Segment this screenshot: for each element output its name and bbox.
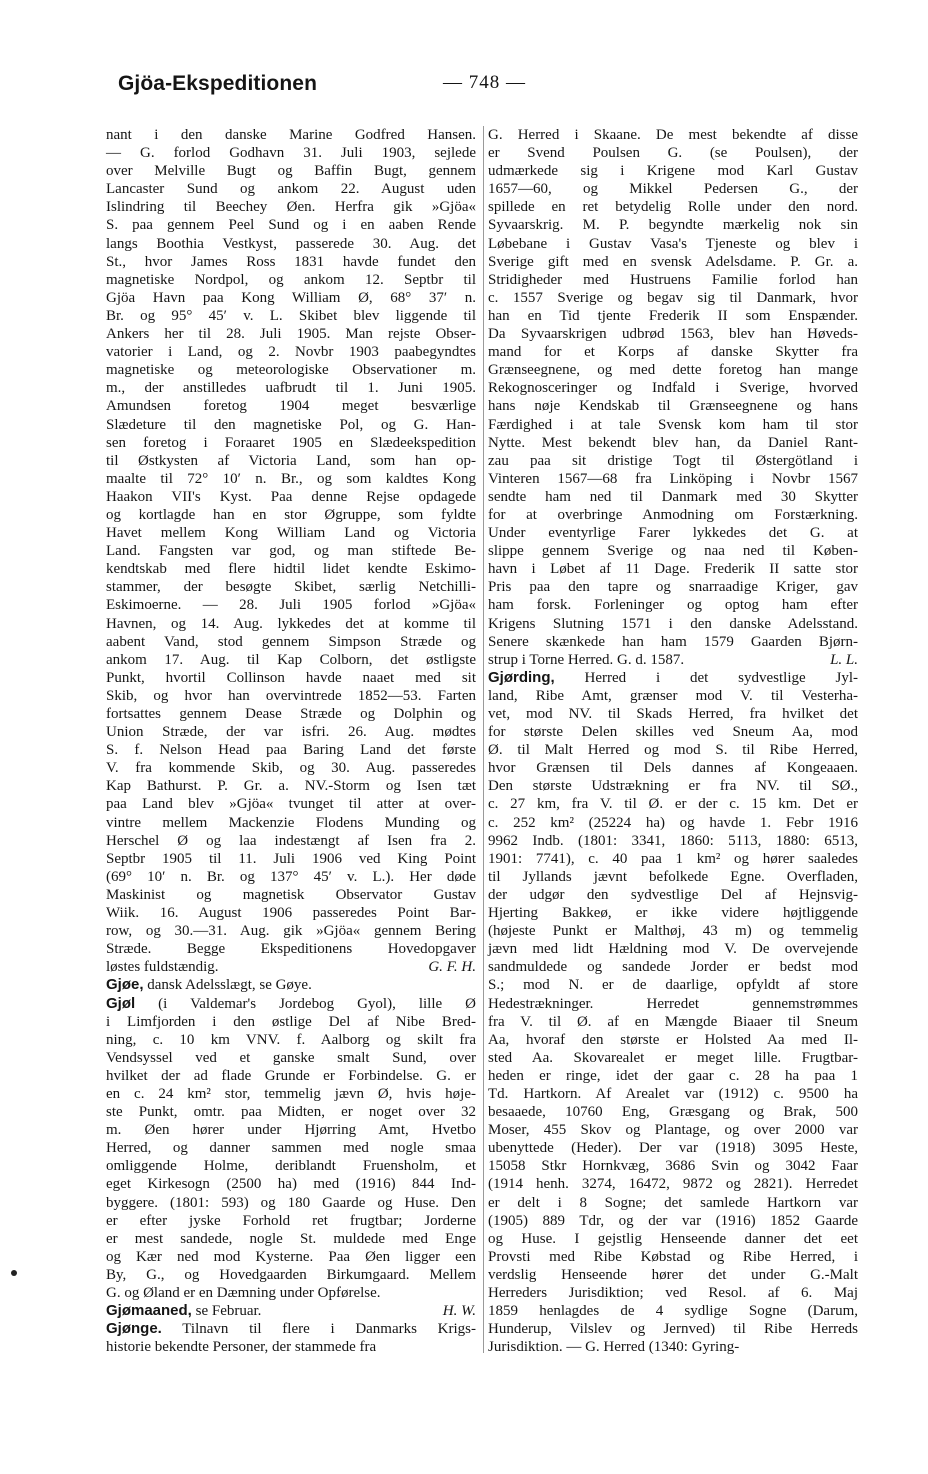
text-line: Rekognosceringer og Indfald i Sverige, hvorved — [488, 380, 858, 397]
text-line: Stridigheder med Hustruens Familie forlod han — [488, 271, 858, 288]
text-line: 15058 Stkr Hornkvæg, 3686 Svin og 3042 Faar — [488, 1158, 858, 1175]
text-line: Gjømaaned, se Februar. H. W. — [106, 1302, 476, 1320]
text-line: for største Delen skilles ved Sneum Aa, mod — [488, 724, 858, 741]
text-line: G. Herred i Skaane. De mest bekendte af disse — [488, 127, 858, 143]
text-line: 9962 Indb. (1801: 3341, 1860: 5113, 1880: 6513, — [488, 832, 858, 849]
text-line: hvor Grænsen til Dels dannes af Kongeaaen. — [488, 760, 858, 777]
entry-headword: Gjønge. — [106, 1320, 162, 1338]
text-line: Lancaster Sund og ankom 22. August uden — [106, 181, 476, 198]
text-line: Islindring til Beechey Øen. Herfra gik »Gjöa« — [106, 199, 476, 216]
text-line: fortsattes gennem Dease Stræde og Dolphin og — [106, 706, 476, 722]
text-line: sen foretog i Foraaret 1905 en Slædeekspedition — [106, 434, 476, 451]
text-line: ankom 17. Aug. til Kap Colborn, det østligste — [106, 651, 476, 668]
text-line: byggere. (1801: 593) og 180 Gaarde og Huse. Den — [106, 1194, 476, 1211]
text-line: er mest sandede, nogle St. muldede med Enge — [106, 1230, 476, 1247]
text-line: V. fra kommende Skib, og 30. Aug. passeredes — [106, 760, 476, 777]
text-line: m. Øen hører under Hjørring Amt, Hvetbo — [106, 1122, 476, 1139]
text-line: 1657—60, og Mikkel Pedersen G., der — [488, 181, 858, 198]
text-line: Ankers her til 28. Juli 1905. Man rejste Obser- — [106, 326, 476, 343]
text-line: historie bekendte Personer, der stammede fra — [106, 1339, 377, 1356]
text-line: Gjøl (i Valdemar's Jordebog Gyol), lille Ø — [106, 994, 476, 1012]
text-line: Td. Hartkorn. Af Arealet var (1912) c. 9500 ha — [488, 1085, 858, 1102]
text-line: magnetiske Nordpol, og ankom 12. Septbr til — [106, 271, 476, 288]
text-line: løstes fuldstændig. G. F. H. — [106, 959, 476, 976]
text-line: ning, c. 10 km VNV. f. Aalborg og skilt fra — [106, 1031, 476, 1048]
text-line: c. 27 km, fra V. til Ø. er der c. 15 km. Det er — [488, 796, 858, 813]
text-line: omliggende Holme, deriblandt Fruensholm, et — [106, 1158, 476, 1175]
text-line: han en Tid tjente Frederik II som Enspænder. — [488, 307, 858, 324]
text-line: Løbebane i Gustav Vasa's Tjeneste og blev i — [488, 235, 858, 252]
text-line: Maskinist og magnetisk Observator Gustav — [106, 886, 476, 903]
text-line: og Kær ned mod Kysterne. Paa Øen ligger een — [106, 1248, 476, 1265]
text-line: c. 252 km² (25224 ha) og havde 1. Febr 1916 — [488, 814, 858, 831]
text-line: — G. forlod Godhavn 31. Juli 1903, sejlede — [106, 145, 476, 162]
text-line: for at overbringe Anmodning om Forstærkning. — [488, 506, 858, 523]
text-line: ubenyttede (Heder). Der var (1918) 3095 Heste, — [488, 1140, 858, 1157]
text-line: over Melville Bugt og Baffin Bugt, gennem — [106, 163, 476, 180]
text-line: er efter jyske Forhold ret frugtbar; Jorderne — [106, 1212, 476, 1229]
text-line: og kortlagde han en stor Øgruppe, som fyldte — [106, 506, 476, 523]
text-line: sted Aa. Skovarealet er meget lille. Frugtbar- — [488, 1049, 858, 1066]
text-line: Sverige gift med en svensk Adelsdame. P. Gr. a. — [488, 253, 858, 270]
text-line: der udgør den sydvestlige Del af Hejnsvig- — [488, 886, 858, 903]
text-line: Hjerting Bakkeø, er ikke videre højtliggende — [488, 905, 858, 922]
text-line: Hedestrækninger. Herredet gennemstrømmes — [488, 995, 858, 1012]
text-line: strup i Torne Herred. G. d. 1587. L. L. — [488, 651, 858, 668]
text-line: Haakon VII's Kyst. Paa denne Rejse opdagede — [106, 488, 476, 505]
page-number: — 748 — — [443, 72, 526, 93]
entry-headword: Gjørding, — [488, 668, 555, 686]
text-line: Krigens Slutning 1571 i den danske Adelsstand. — [488, 615, 858, 632]
text-line: vintre mellem Mackenzie Flodens Munding og — [106, 814, 476, 831]
text-line: langs Boothia Vestkyst, passerede 30. Aug. det — [106, 235, 476, 252]
text-line: Gjønge. Tilnavn til flere i Danmarks Krigs- — [106, 1320, 476, 1338]
margin-mark — [11, 1270, 17, 1276]
text-line: Hunderup, Vilslev og Jernved) til Ribe Herreds — [488, 1321, 858, 1338]
entry-headword: Gjøe, — [106, 976, 144, 994]
text-line: hvilket der ad flade Grunde er Forbindelse. G. er — [106, 1067, 476, 1084]
text-line: vet, mod NV. til Skads Herred, fra hvilket det — [488, 706, 858, 722]
text-line: sendte ham ned til Danmark med 30 Skytter — [488, 488, 858, 505]
text-line: heden er ringe, idet der gaar c. 28 ha paa 1 — [488, 1067, 858, 1084]
entry-headword: Gjømaaned, — [106, 1302, 192, 1320]
text-line: i Limfjorden i den østlige Del af Nibe Bred- — [106, 1013, 476, 1030]
text-line: S.; mod N. er de daarlige, opfyldt af store — [488, 977, 858, 994]
text-line: Senere skænkede han ham 1579 Gaarden Bjørn- — [488, 633, 858, 650]
text-line: S. f. Nelson Head paa Baring Land det første — [106, 742, 476, 759]
text-line: land, Ribe Amt, grænser mod V. til Vesterha- — [488, 687, 858, 704]
text-line: magnetiske og meteorologiske Observationer m. — [106, 362, 476, 379]
text-line: m., der anstilledes uafbrudt til 1. Juni 1905. — [106, 380, 476, 397]
text-line: fra V. til Ø. af en Mængde Biaaer til Sneum — [488, 1013, 858, 1030]
left-column — [106, 126, 476, 1356]
text-line: slippe gennem Sverige og naa ned til Køben- — [488, 543, 858, 560]
text-line: Land. Fangsten var god, og man stiftede Be- — [106, 543, 476, 560]
text-line: Moser, 455 Skov og Plantage, og over 2000 var — [488, 1122, 858, 1139]
text-line: Union Stræde, der var isfri. 26. Aug. mødtes — [106, 724, 476, 741]
text-line: Havet mellem Kong William Land og Victoria — [106, 525, 476, 542]
text-line: (1905) 889 Tdr, og der var (1916) 1852 Gaarde — [488, 1212, 858, 1229]
text-line: Havnen, og 14. Aug. lykkedes det at komme til — [106, 615, 476, 632]
text-line: 1859 henlagdes de 4 sydlige Sogne (Darum, — [488, 1303, 858, 1320]
text-line: Eskimoerne. — 28. Juli 1905 forlod »Gjöa« — [106, 597, 476, 614]
text-line: (69° 10′ n. Br. og 137° 45′ v. L.). Her døde — [106, 868, 476, 885]
text-line: Syvaarskrig. M. P. begyndte mærkelig nok sin — [488, 217, 858, 234]
text-line: row, og 30.—31. Aug. gik »Gjöa« gennem Bering — [106, 923, 476, 940]
text-line: Gjørding, Herred i det sydvestlige Jyl- — [488, 668, 858, 686]
text-line: 1901: 7741), c. 40 paa 1 km² og hører saaledes — [488, 850, 858, 867]
text-line: mand for et Korps af danske Skytter fra — [488, 344, 858, 361]
text-line: Grænseegnene, og med dette foretog han mange — [488, 362, 858, 379]
text-line: ste Punkt, omtr. paa Midten, er noget over 32 — [106, 1104, 476, 1121]
author-signature: H. W. — [442, 1303, 476, 1320]
text-line: G. og Øland er en Dæmning under Opførelse. — [106, 1285, 381, 1301]
text-line: Vendsyssel ved et ganske smalt Sund, over — [106, 1049, 476, 1066]
text-line: vatorier i Land, og 2. Novbr 1903 paabegyndtes — [106, 344, 476, 361]
running-header — [118, 72, 878, 102]
text-line: Da Syvaarskrigen udbrød 1563, blev han Høveds- — [488, 326, 858, 343]
text-line: kendtskab med flere hidtil lidet kendte Eskimo- — [106, 561, 476, 578]
text-line: By, G., og Hovedgaarden Birkumgaard. Mellem — [106, 1266, 476, 1283]
text-line: Pris paa den tapre og snarraadige Kriger, gav — [488, 579, 858, 596]
text-line: S. paa gennem Peel Sund og i en aaben Rende — [106, 217, 476, 234]
text-line: Aa, hvoraf den største er Holsted Aa med Il- — [488, 1031, 858, 1048]
text-line: Herred, og danner sammen med nogle smaa — [106, 1140, 476, 1157]
text-line: Provsti med Ribe Købstad og Ribe Herred, i — [488, 1248, 858, 1265]
text-line: spillede en ret betydelig Rolle under den nord. — [488, 199, 858, 216]
text-line: Septbr 1905 til 11. Juli 1906 ved King Point — [106, 850, 476, 867]
text-line: Punkt, hvortil Collinson havde naaet med sit — [106, 669, 476, 686]
text-line: stammer, der besøgte Skibet, særlig Netchilli- — [106, 579, 476, 596]
text-line: Wiik. 16. August 1906 passeredes Point Bar- — [106, 905, 476, 922]
text-line: (højeste Punkt er Malthøj, 43 m) og temmelig — [488, 923, 858, 940]
text-line: Vinteren 1567—68 fra Linköping i Novbr 1567 — [488, 470, 858, 487]
text-line: verdslig Henseende hører det under G.-Malt — [488, 1266, 858, 1283]
text-line: er delt i 8 Sogne; det samlede Hartkorn var — [488, 1194, 858, 1211]
text-line: er Svend Poulsen G. (se Poulsen), der — [488, 145, 858, 162]
text-line: Br. og 95° 45′ v. L. Skibet blev liggende til — [106, 307, 476, 324]
text-line: Ø. til Malt Herred og mod S. til Ribe Herred, — [488, 742, 858, 759]
text-line: Gjöa Havn paa Kong William Ø, 68° 37′ n. — [106, 289, 476, 306]
text-line: en c. 24 km² stor, temmelig jævn Ø, hvis høje- — [106, 1085, 476, 1102]
text-line: Stræde. Begge Ekspeditionens Hovedopgaver — [106, 941, 476, 958]
text-line: Jurisdiktion. — G. Herred (1340: Gyring- — [488, 1339, 740, 1356]
text-line: udmærkede sig i Krigene mod Karl Gustav — [488, 163, 858, 180]
text-line: (1914 henh. 3274, 16472, 9872 og 2821). Herredet — [488, 1176, 858, 1193]
text-line: havn i Løbet af 11 Dage. Frederik II satte stor — [488, 561, 858, 578]
text-line: hans nøje Kendskab til Grænseegnene og hans — [488, 398, 858, 415]
text-line: sandmuldede og sandede Jorder er bedst mod — [488, 959, 858, 976]
text-line: aabent Vand, stod gennem Simpson Stræde og — [106, 633, 476, 650]
text-line: Under eventyrlige Farer lykkedes det G. at — [488, 525, 858, 542]
text-line: Herreders Jurisdiktion; ved Resol. af 6. Maj — [488, 1285, 858, 1301]
column-divider — [483, 126, 484, 1353]
text-line: St., hvor James Ross 1831 havde fundet den — [106, 253, 476, 270]
text-line: zau paa sit dristige Togt til Østergötland i — [488, 452, 858, 469]
text-line: til Jyllands jævnt befolkede Egne. Overfladen, — [488, 868, 858, 885]
entry-headword: Gjøl — [106, 994, 136, 1012]
text-line: Slædeture til den magnetiske Pol, og G. Han- — [106, 416, 476, 433]
author-signature: L. L. — [830, 651, 858, 668]
text-line: paa Land blev »Gjöa« tvunget til atter at over- — [106, 796, 476, 813]
text-line: Den største Udstrækning er fra NV. til SØ., — [488, 778, 858, 795]
text-line: til Østkysten af Victoria Land, som han op- — [106, 452, 476, 469]
text-line: og Huse. I gejstlig Henseende danner det eet — [488, 1230, 858, 1247]
text-line: c. 1557 Sverige og begav sig til Danmark, hvor — [488, 289, 858, 306]
text-line: Amundsen foretog 1904 meget besværlige — [106, 398, 476, 415]
text-line: Færdighed i at tale Svensk kom ham til stor — [488, 416, 858, 433]
text-line: jævn med lidt Hældning mod V. De overvejende — [488, 941, 858, 958]
text-line: Nytte. Mest bekendt blev han, da Daniel Rant- — [488, 434, 858, 451]
text-line: Kap Bathurst. P. Gr. a. NV.-Storm og Isen tæt — [106, 778, 476, 795]
text-line: Gjøe, dansk Adelsslægt, se Gøye. — [106, 976, 312, 994]
text-line: besaaede, 10760 Eng, Græsgang og Brak, 500 — [488, 1104, 858, 1121]
text-line: maalte til 72° 10′ n. Br., og som kaldtes Kong — [106, 470, 476, 487]
text-line: nant i den danske Marine Godfred Hansen. — [106, 127, 476, 143]
text-line: Herschel Ø og laa indestængt af Isen fra 2. — [106, 832, 476, 849]
text-line: Skib, og hvor han overvintrede 1852—53. Farten — [106, 687, 476, 704]
right-column — [488, 126, 858, 1356]
text-line: eget Kirkesogn (2500 ha) med (1916) 844 Ind- — [106, 1176, 476, 1193]
author-signature: G. F. H. — [428, 959, 476, 976]
running-title: Gjöa-Ekspeditionen — [118, 72, 317, 95]
text-line: ham forsk. Forleninger og optog ham efter — [488, 597, 858, 614]
